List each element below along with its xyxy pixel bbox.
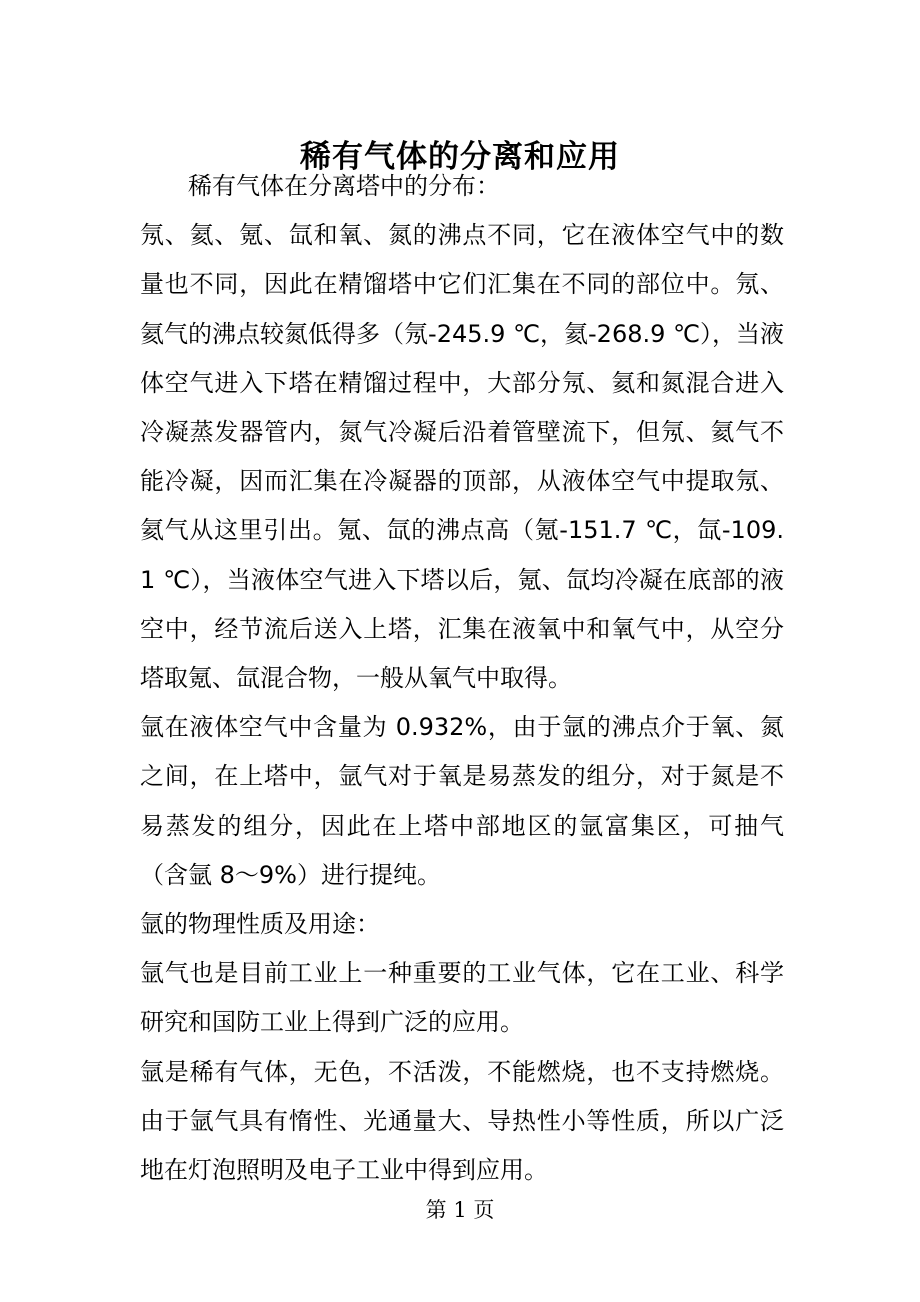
paragraph-distribution-heading: 稀有气体在分离塔中的分布： <box>188 172 500 200</box>
paragraph-argon-properties-heading: 氩的物理性质及用途： <box>140 910 380 939</box>
page-number: 第 1 页 <box>425 1198 495 1222</box>
paragraph-argon-nature-uses: 氩是稀有气体，无色，不活泼，不能燃烧，也不支持燃烧。由于氩气具有惰性、光通量大、导热性小等性质，所以广泛地在灯泡照明及电子工业中得到应用。 <box>140 1057 784 1185</box>
page-title: 稀有气体的分离和应用 <box>300 138 620 175</box>
document-body <box>140 162 784 1195</box>
paragraph-neon-helium-krypton-xenon: 氖、氦、氪、氙和氧、氮的沸点不同，它在液体空气中的数量也不同，因此在精馏塔中它们汇集在不同的部位中。氖、氦气的沸点较氮低得多（氖-245.9 ℃，氦-268.9 ℃），当液体空气进入下塔在精馏过程中，大部分氖、氦和氮混合进入冷凝蒸发器管内，氮气冷凝后沿着管壁流下，但氖、氦气不能冷凝，因而汇集在冷凝器的顶部，从液体空气中提取氖、氦气从这里引出。氪、氙的沸点高（氪-151.7 ℃，氙-109.1 ℃），当液体空气进入下塔以后，氪、氙均冷凝在底部的液空中，经节流后送入上塔，汇集在液氧中和氧气中，从空分塔取氪、氙混合物，一般从氧气中取得。 <box>140 221 784 693</box>
paragraph-argon-industrial: 氩气也是目前工业上一种重要的工业气体，它在工业、科学研究和国防工业上得到广泛的应用。 <box>140 959 784 1037</box>
paragraph-argon-content: 氩在液体空气中含量为 0.932%，由于氩的沸点介于氧、氮之间，在上塔中，氩气对于氧是易蒸发的组分，对于氮是不易蒸发的组分，因此在上塔中部地区的氩富集区，可抽气（含氩 8～9%）进行提纯。 <box>140 713 784 889</box>
